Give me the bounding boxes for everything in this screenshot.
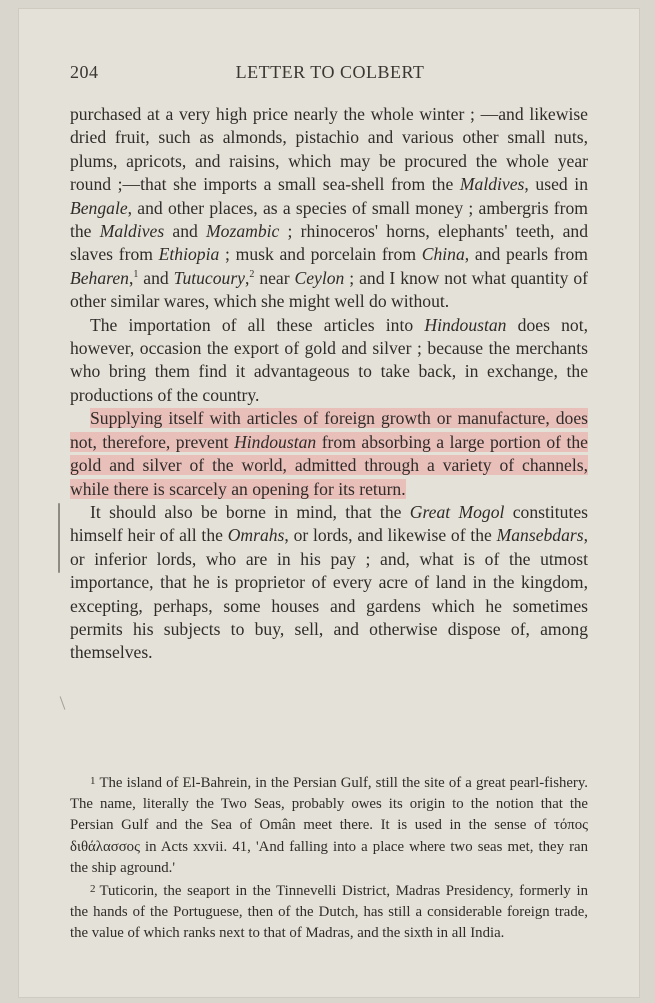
text-run: ; musk and porcelain from (219, 244, 422, 265)
text-run: , used in (524, 174, 588, 195)
italic-term: Maldives (99, 221, 165, 242)
text-run: purchased at a very high price nearly the whole winter ; —and likewise dried fruit, such as almonds, pistachio and various other small nuts, plums, apricots, and raisins, which may be procured the whole year round ;—that she imports a small sea-shell from the (70, 104, 588, 195)
italic-term: Great Mogol (409, 501, 505, 522)
italic-term: Maldives (459, 174, 525, 195)
footnote-1-mark: 1 (90, 775, 96, 787)
page-title: LETTER TO COLBERT (235, 62, 425, 82)
text-run: , and other places, as a species of small money ; ambergris from the (70, 197, 588, 242)
margin-pencil-mark (58, 503, 60, 573)
text-run: Supplying itself with articles of foreign growth or manufacture, does not, therefore, prevent (70, 408, 588, 452)
italic-term: Mozambic (206, 221, 280, 242)
text-run: and (138, 267, 174, 288)
italic-term: Ethiopia (158, 244, 220, 265)
text-run: The importation of all these articles into (90, 314, 425, 335)
footnote-1-text: The island of El-Bahrein, in the Persian Gulf, still the site of a great pearl-fishery. The name, literally the Two Seas, probably owes its origin to the notion that the Persian Gulf and the Sea of Omân meet there. It is used in the sense of τόπος διθάλασσος in Acts xxvii. 41, 'And falling into a place where two seas met, they ran the ship aground.' (70, 775, 588, 876)
highlight-mark (70, 408, 588, 498)
footnote-1 (70, 771, 588, 879)
text-run: from absorbing a large portion of the gold and silver of the world, admitted through a variety of channels, while there is scarcely an opening for its return. (70, 431, 588, 499)
margin-tick-mark (60, 696, 66, 709)
text-run: ; rhinoceros' horns, elephants' teeth, and slaves from (70, 221, 588, 265)
main-text (70, 103, 588, 665)
italic-term: Ceylon (294, 267, 345, 288)
italic-term: Hindoustan (234, 431, 317, 452)
italic-term: China (421, 244, 465, 265)
text-run: , or lords, and likewise of the (284, 525, 497, 546)
text-run: , and pearls from (464, 244, 588, 265)
text-run: , (128, 267, 134, 288)
text-run: and (164, 221, 207, 242)
paragraph-2 (70, 314, 588, 408)
italic-term: Mansebdars (496, 525, 584, 546)
footnote-2 (70, 879, 588, 945)
footnote-2-text: Tuticorin, the seaport in the Tinnevelli District, Madras Presidency, formerly in the hands of the Portuguese, then of the Dutch, has still a considerable foreign trade, the value of which ranks next to that of Madras, and the sixth in all India. (70, 883, 588, 942)
page-number: 204 (70, 62, 99, 82)
italic-term: Bengale (70, 197, 128, 218)
text-run: ; and I know not what quantity of other similar wares, which she might well do without. (70, 267, 588, 312)
italic-term: Omrahs (227, 525, 285, 546)
text-run: , (244, 267, 250, 288)
footnote-ref: 2 (249, 268, 255, 280)
italic-term: Hindoustan (424, 314, 507, 335)
paragraph-4 (70, 501, 588, 665)
text-run: does not, however, occasion the export of gold and silver ; because the merchants who bring them find it advantageous to take back, in exchange, the productions of the country. (70, 314, 588, 405)
italic-term: Beharen (70, 267, 129, 288)
text-run: , or inferior lords, who are in his pay ; and, what is of the utmost importance, that he is proprietor of every acre of land in the kingdom, excepting, perhaps, some houses and gardens which he sometimes permits his subjects to buy, sell, and otherwise dispose of, among themselves. (70, 525, 588, 663)
paragraph-3-highlighted (70, 407, 588, 501)
footnotes (70, 771, 588, 945)
italic-term: Tutucoury (173, 267, 245, 288)
paragraph-1 (70, 103, 588, 314)
book-page (18, 8, 640, 998)
text-run: It should also be borne in mind, that the (90, 501, 410, 522)
text-run: near (254, 267, 295, 288)
footnote-2-mark: 2 (90, 883, 96, 896)
footnote-ref: 1 (133, 268, 139, 280)
text-run: constitutes himself heir of all the (70, 501, 588, 546)
